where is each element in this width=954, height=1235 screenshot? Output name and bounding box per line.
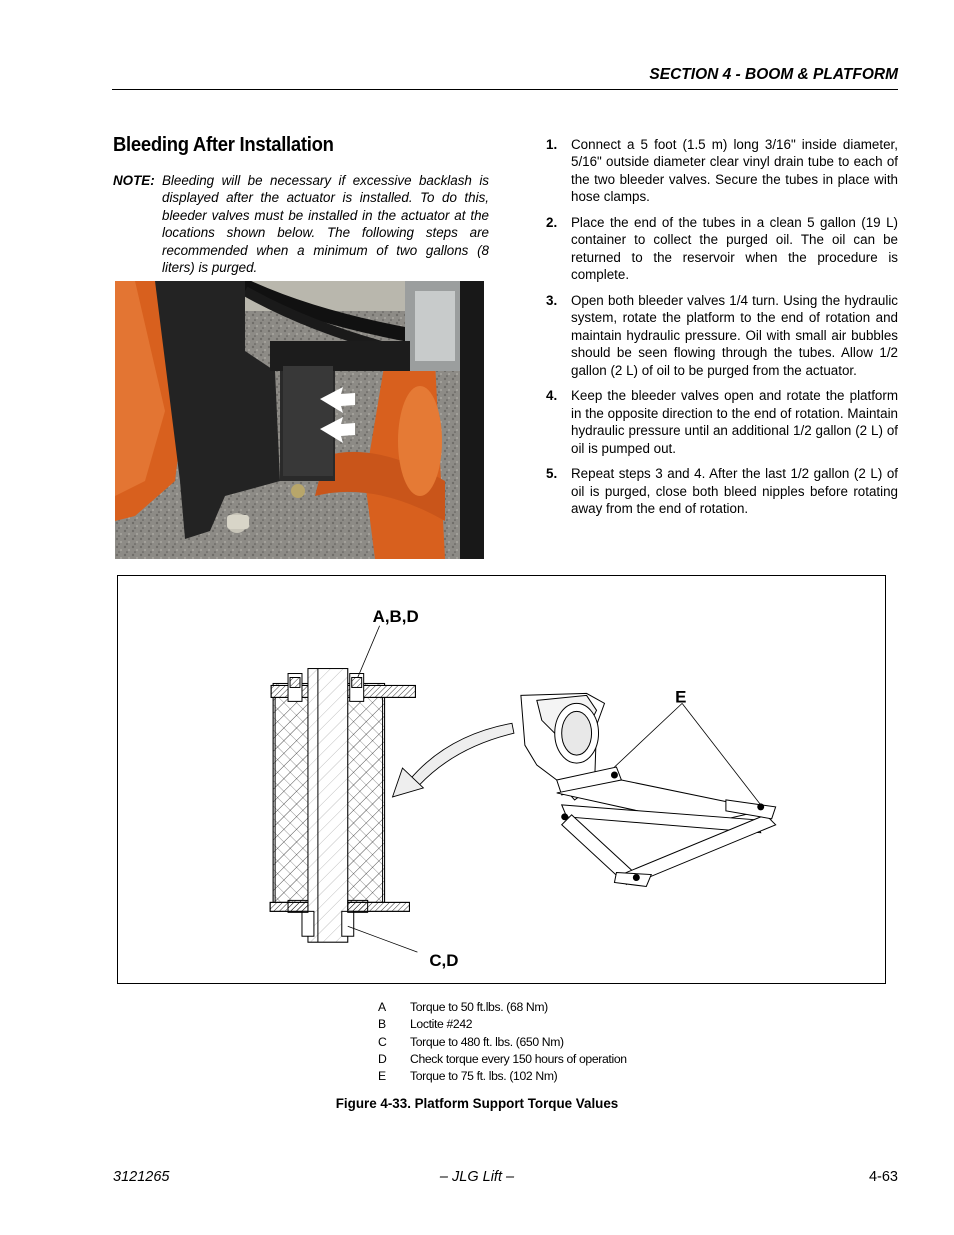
curved-arrow [409,723,513,785]
leader-line-abd [358,626,380,678]
callout-cd: C,D [429,951,459,971]
callout-abd: A,B,D [372,606,419,626]
header-rule [112,89,898,90]
step-item [546,136,898,206]
step-number: 2. [546,215,558,231]
step-item [546,214,898,284]
section-header: SECTION 4 - BOOM & PLATFORM [649,66,898,83]
legend-text: Check torque every 150 hours of operation [410,1051,627,1066]
step-number: 4. [546,388,558,404]
platform-support [521,693,776,886]
leader-line-e [614,703,682,767]
step-text: Keep the bleeder valves open and rotate the platform in the opposite direction to the end of rotation. Maintain hydraulic pressure until an additional 1/2 gallon (2 L) of oil is pumped out. [571,388,898,456]
step-text: Repeat steps 3 and 4. After the last 1/2 gallon (2 L) of oil is purged, close both bleed nipples before rotating away from the end of rotation. [571,466,898,517]
legend-key: C [378,1034,387,1049]
legend-text: Torque to 75 ft. lbs. (102 Nm) [410,1069,558,1084]
figure-legend [378,999,627,1085]
leader-line-cd [348,926,418,952]
step-item [546,387,898,457]
note-label: NOTE: [113,173,155,188]
step-number: 5. [546,466,558,482]
figure-caption: Figure 4-33. Platform Support Torque Values [335,1096,619,1111]
steps-list [546,136,898,526]
legend-row [378,1016,627,1033]
legend-row [378,999,627,1016]
step-item [546,292,898,379]
legend-text: Loctite #242 [410,1017,473,1032]
page-heading: Bleeding After Installation [113,133,334,156]
legend-text: Torque to 50 ft.lbs. (68 Nm) [410,1000,548,1014]
step-number: 3. [546,293,558,309]
cross-section [270,669,415,943]
legend-key: E [378,1069,387,1084]
legend-text: Torque to 480 ft. lbs. (650 Nm) [410,1034,564,1049]
callout-e: E [675,687,687,707]
footer-page-number: 4-63 [868,1169,898,1185]
note-text: Bleeding will be necessary if excessive backlash is displayed after the actuator is installed. To do this, bleeder valves must be installed in the actuator at the locations shown below. The following steps are recommended when a minimum of two gallons (8 liters) is purged. [162,173,489,276]
torque-diagram [117,575,886,984]
legend-key: D [378,1051,387,1066]
step-text: Open both bleeder valves 1/4 turn. Using the hydraulic system, rotate the platform to the end of rotation and maintain hydraulic pressure. Oil with small air bubbles should be seen flowing through the tubes. Allow 1/2 gallon (2 L) of oil to be purged from the actuator. [571,293,898,378]
actuator-photo [115,281,484,559]
step-number: 1. [546,137,558,152]
step-text: Connect a 5 foot (1.5 m) long 3/16" inside diameter, 5/16" outside diameter clear vinyl drain tube to each of the two bleeder valves. Secure the tubes in place with hose clamps. [571,137,898,205]
legend-key: A [378,1000,387,1014]
leader-line-e [682,703,761,805]
legend-row [378,1051,627,1068]
step-text: Place the end of the tubes in a clean 5 gallon (19 L) container to collect the purged oil. The oil can be returned to the reservoir when the procedure is complete. [571,215,898,283]
footer-company: – JLG Lift – [439,1169,515,1185]
step-item [546,465,898,517]
legend-row [378,1034,627,1051]
legend-key: B [378,1017,387,1032]
legend-row [378,1068,627,1085]
footer-doc-number: 3121265 [113,1169,170,1185]
note-block [113,172,489,276]
